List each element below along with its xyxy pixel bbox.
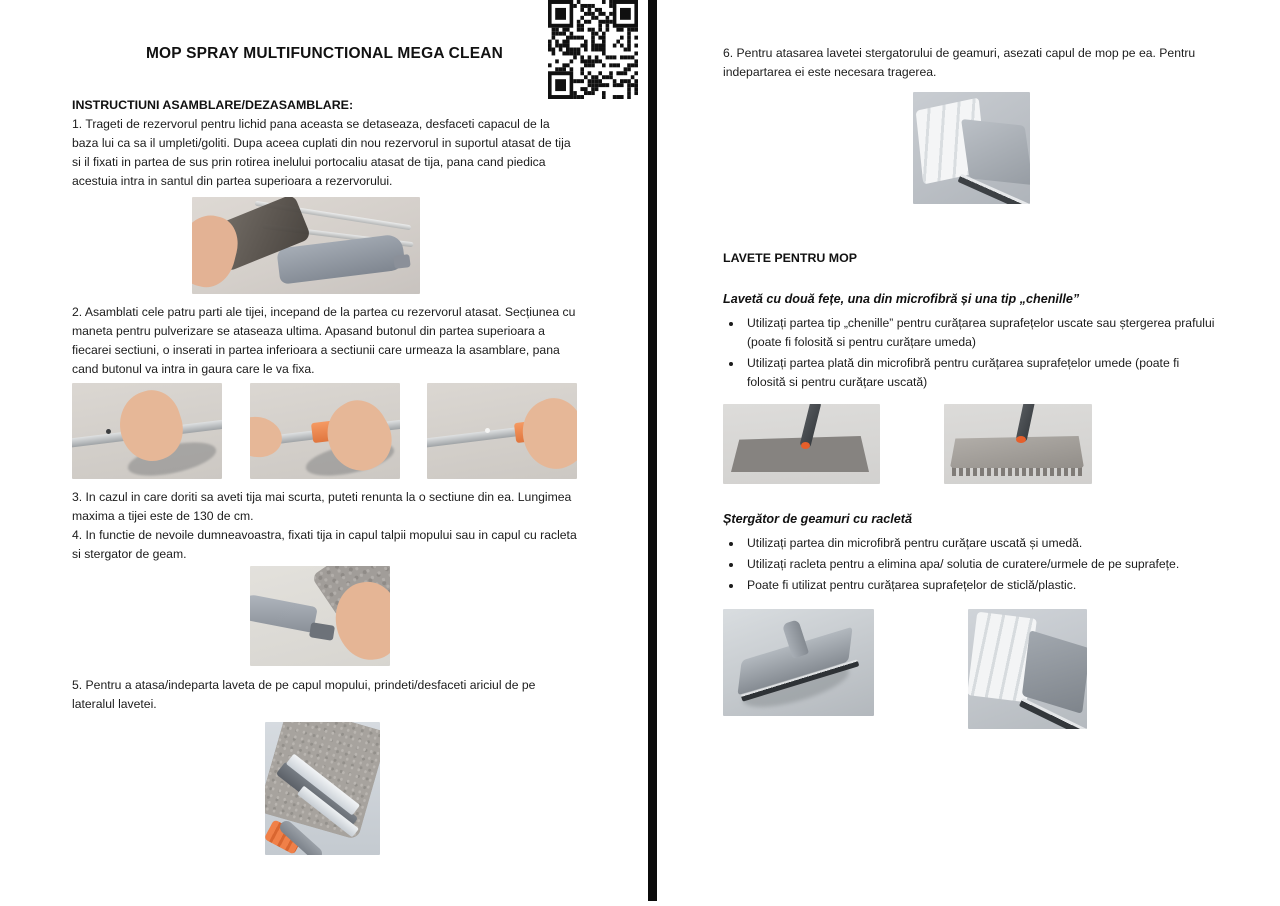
pole-assembly-photo-2 <box>250 383 400 479</box>
laveta-bullet: • Utilizați partea plată din microfibră pentru curățarea suprafețelor umede (poate fi folosită si pentru curățare uscată) <box>743 354 1220 392</box>
squeegee-plain-photo <box>723 609 874 716</box>
right-column <box>723 0 1220 729</box>
chenille-photo-row <box>723 404 1220 484</box>
page-title: MOP SPRAY MULTIFUNCTIONAL MEGA CLEAN <box>145 45 504 62</box>
reservoir-photo <box>192 197 420 294</box>
lavete-section-heading: LAVETE PENTRU MOP <box>723 251 858 265</box>
laveta-two-sides-heading: Lavetă cu două fețe, una din microfibră și una tip „chenille” <box>723 292 1080 306</box>
squeegee-section-heading: Ștergător de geamuri cu racletă <box>723 512 912 526</box>
pole-hole-shape <box>106 429 111 434</box>
microfiber-side-photo <box>944 404 1092 484</box>
squeegee-bullet-list <box>729 534 1220 595</box>
squeegee-bullet: • Poate fi utilizat pentru curățarea suprafețelor de sticlă/plastic. <box>743 576 1220 595</box>
pole-assembly-photo-3 <box>427 383 577 479</box>
laveta-bullet-list <box>729 314 1220 392</box>
step-5-text: 5. Pentru a atasa/indeparta laveta de pe capul mopului, prindeti/desfaceti ariciul de pe lateralul lavetei. <box>72 678 536 711</box>
squeegee-plate-shape <box>961 119 1030 185</box>
squeegee-bullet: • Utilizați partea din microfibră pentru curățare uscată și umedă. <box>743 534 1220 553</box>
assembly-photo-row <box>72 383 577 479</box>
assembly-section-heading: INSTRUCTIUNI ASAMBLARE/DEZASAMBLARE: <box>72 98 354 112</box>
laveta-bullet: • Utilizați partea tip „chenille” pentru curățarea suprafețelor uscate sau ștergerea prafului (poate fi folosită si pentru curățare umeda) <box>743 314 1220 352</box>
squeegee-photo-row <box>723 609 1220 729</box>
squeegee-cloth-photo-2 <box>968 609 1087 729</box>
laveta-photo <box>265 722 380 855</box>
chenille-side-photo <box>723 404 880 484</box>
squeegee-cloth-photo <box>913 92 1030 204</box>
left-column <box>72 0 577 855</box>
head-attach-photo <box>250 566 390 666</box>
orange-connector-shape <box>1016 436 1026 443</box>
squeegee-bullet: • Utilizați racleta pentru a elimina apa/ solutia de curatere/urmele de pe suprafețe. <box>743 555 1220 574</box>
hand-shape <box>250 413 285 461</box>
step-6-text: 6. Pentru atasarea lavetei stergatorului de geamuri, asezati capul de mop pe ea. Pentru indepartarea ei este necesara tragerea. <box>723 46 1196 79</box>
pole-assembly-photo-1 <box>72 383 222 479</box>
step-2-text: 2. Asamblati cele patru parti ale tijei, incepand de la partea cu rezervorul atasat. Secțiunea cu maneta pentru pulverizare se ataseaza ultima. Apasand butonul din partea superioara a fiecarei sectiuni, o inserati in partea inferioara a sectiunii care urmeaza la asamblare, pana cand butonul va intra in gaura care le va fixa. <box>72 305 576 376</box>
pole-pin-shape <box>485 428 490 433</box>
step-1-text: 1. Trageti de rezervorul pentru lichid pana aceasta se detaseaza, desfaceti capacul de la baza lui ca sa il umpleti/goliti. Dupa aceea cuplati din nou rezervorul in suportul atasat de tija si il fixati in partea de sus prin rotirea inelului portocaliu atasat de tija, pana cand piedica acestuia intra in santul din partea superioara a rezervorului. <box>72 117 571 188</box>
column-divider <box>648 0 657 901</box>
step-4-text: 4. In functie de nevoile dumneavoastra, fixati tija in capul talpii mopului sau in capul cu racleta si stergator de geam. <box>72 528 577 561</box>
adapter-shape <box>309 622 335 641</box>
orange-connector-shape <box>801 442 810 449</box>
nozzle-shape <box>393 254 410 269</box>
step-3-text: 3. In cazul in care doriti sa aveti tija mai scurta, puteti renunta la o sectiune din ea. Lungimea maxima a tijei este de 130 de cm. <box>72 490 572 523</box>
handle-shape <box>250 593 318 633</box>
